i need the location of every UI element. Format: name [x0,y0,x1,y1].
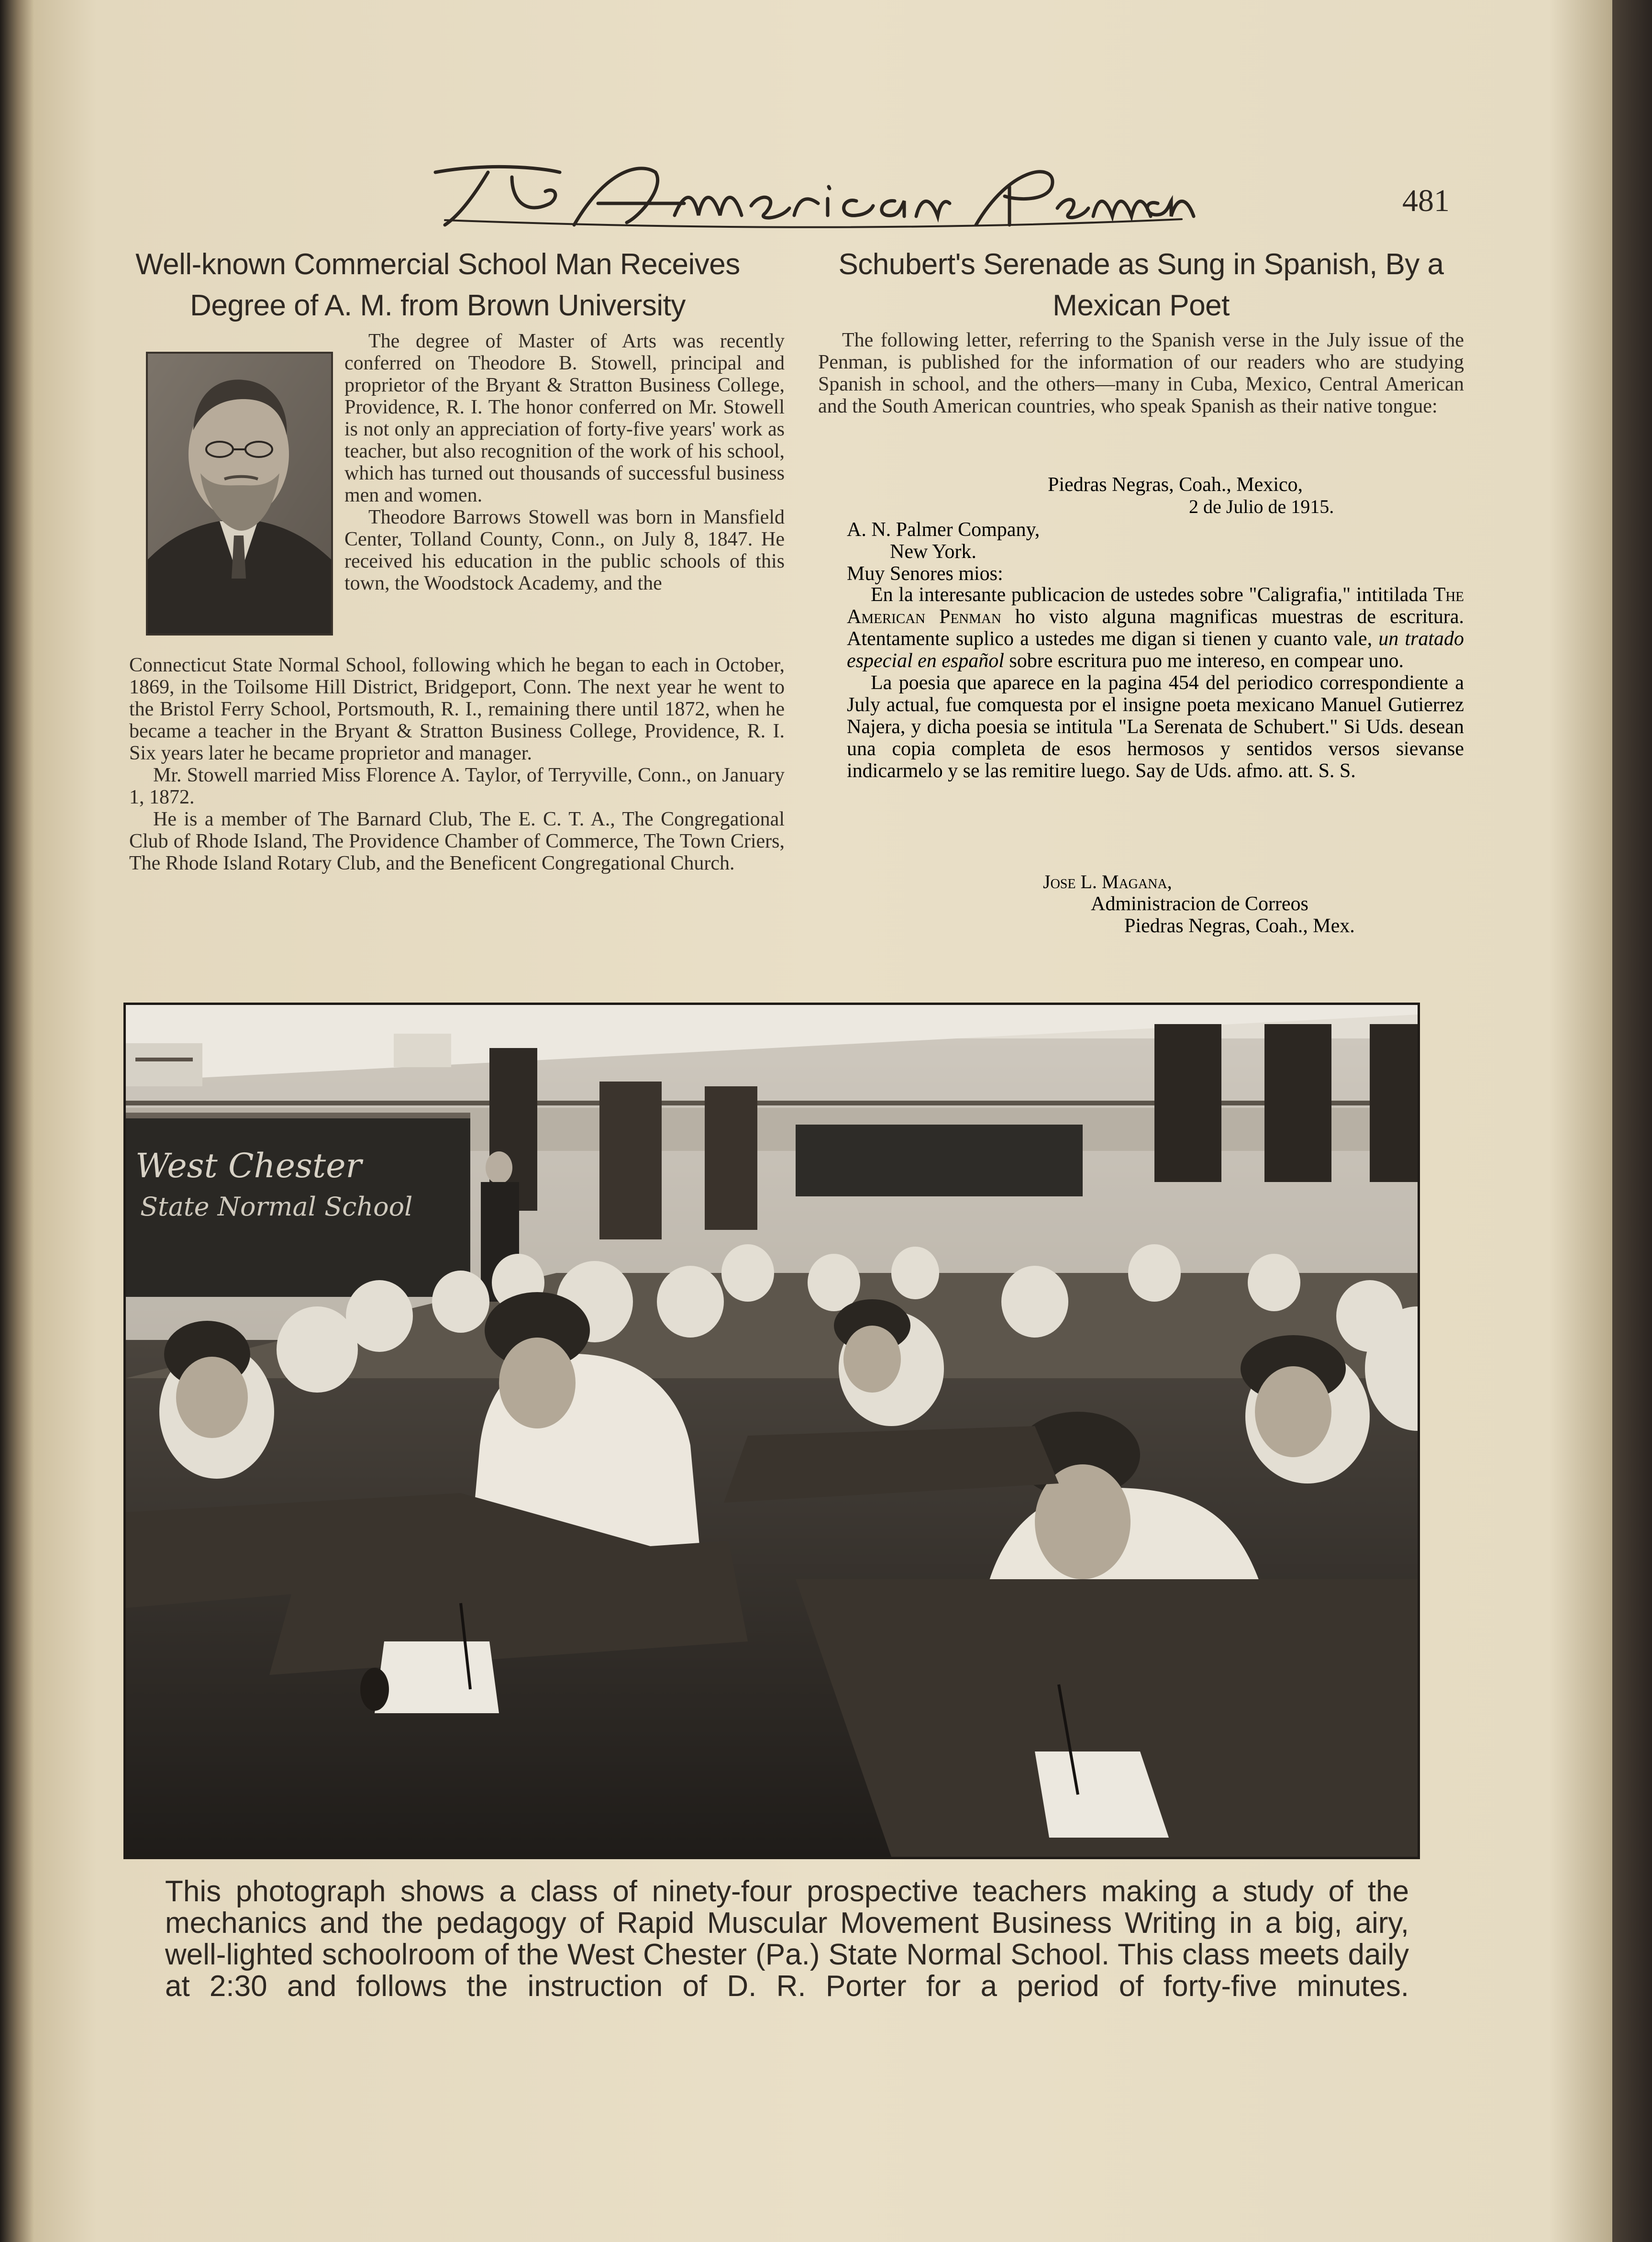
left-article-headline: Well-known Commercial School Man Receives Degree of A. M. from Brown University [135,248,740,322]
signature-place: Piedras Negras, Coah., Mex. [1124,915,1355,937]
portrait-of-theodore-stowell [148,354,331,634]
classroom-photograph [123,1003,1420,1859]
letter-body [847,584,1464,782]
letter-paragraph: La poesia que aparece en la pagina 454 del periodico correspondiente a July actual, fue comquesta por el insigne poeta mexicano Manuel Gutierrez Najera, y dicha poesia se intitula "La Serenata de Schubert." Si Uds. desean una copia completa de esos hermosos y sentidos versos sievanse indicarmelo y se las remitire luego. Say de Uds. afmo. att. S. S. [847,672,1464,782]
page-number: 481 [1402,183,1450,218]
letter-address-block [847,519,1277,585]
text: ho visto alguna magnificas muestras de escritura. Atentamente suplico a ustedes me digan si tienen y cuanto vale, [847,606,1464,650]
portrait-photo [146,352,333,636]
paragraph: The degree of Master of Arts was recently conferred on Theodore B. Stowell, principal and proprietor of the Bryant & Stratton Business College, Providence, R. I. The honor conferred on Mr. Stowell is not only an appreciation of forty-five years' work as teacher, but also recognition of the work of his school, which has turned out thousands of successful business men and women. [344,330,785,506]
masthead-logo [416,158,1201,230]
text: sobre escritura puo me intereso, en compear uno. [1009,650,1404,672]
chalkboard-text: West Chester [135,1146,362,1185]
paragraph: The following letter, referring to the Spanish verse in the July issue of the Penman, is published for the information of our readers who are studying Spanish in school, and the others—many in Cuba, Mexico, Central American and the South American countries, who speak Spanish as their native tongue: [818,329,1464,417]
page-edge [1612,0,1652,2242]
journal-title: The American Penman [847,584,1464,628]
paragraph: Connecticut State Normal School, following which he began to each in October, 1869, in the Toilsome Hill District, Bridgeport, Conn. The next year he went to the Bristol Ferry School, Portsmouth, R. I., remaining there until 1872, when he became a teacher in the Bryant & Stratton Business College, Providence, R. I. Six years later he became proprietor and manager. [129,654,785,764]
right-article-intro [818,329,1464,417]
paragraph: Theodore Barrows Stowell was born in Mansfield Center, Tolland County, Conn., on July 8, 1847. He received his education in the public schools of this town, the Woodstock Academy, and the [344,506,785,594]
book-spine [0,0,33,2242]
italic-text: un tratado especial en español [847,628,1464,672]
right-article-headline: Schubert's Serenade as Sung in Spanish, By a Mexican Poet [838,248,1444,322]
signature-name: Jose L. Magana, [1043,871,1172,892]
text: En la interesante publicacion de ustedes sobre "Caligrafia," intitilada [871,584,1428,606]
chalkboard-text: State Normal School [140,1192,413,1222]
classroom-scene [126,1005,1418,1857]
letter-date: 2 de Julio de 1915. [1189,496,1334,517]
signature-title: Administracion de Correos [1091,893,1308,915]
left-article-wrap-text [344,330,785,594]
photo-caption: This photograph shows a class of ninety-four prospective teachers making a study of the mechanics and the pedagogy of Rapid Muscular Movement Business Writing in a big, airy, well-lighted schoolroom of the West Chester (Pa.) State Normal School. This class meets daily at 2:30 and follows the instruction of D. R. Porter for a period of forty-five minutes. [165,1875,1409,2003]
left-article-full-text [129,654,785,874]
masthead-title [416,158,1201,230]
letter-addressee-city: New York. [890,541,976,563]
letter-addressee: A. N. Palmer Company, [847,519,1040,541]
letter-paragraph [847,584,1464,672]
letter-place: Piedras Negras, Coah., Mexico, [1048,474,1303,496]
letter-salutation: Muy Senores mios: [847,563,1003,585]
paragraph: Mr. Stowell married Miss Florence A. Taylor, of Terryville, Conn., on January 1, 1872. [129,764,785,808]
paragraph: He is a member of The Barnard Club, The E. C. T. A., The Congregational Club of Rhode Island, The Providence Chamber of Commerce, The Town Criers, The Rhode Island Rotary Club, and the Beneficent Congregational Church. [129,808,785,874]
